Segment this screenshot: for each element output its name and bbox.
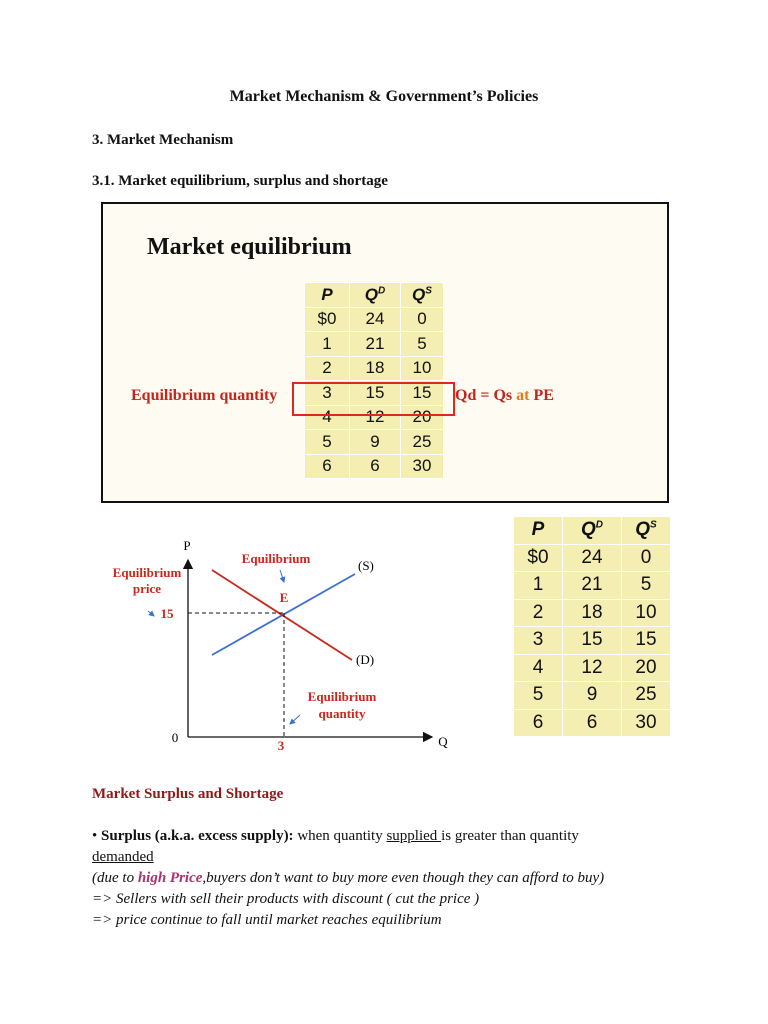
- cell-qs: 30: [401, 454, 444, 479]
- eq-qty-label-line2: quantity: [318, 706, 366, 721]
- cell-qd: 24: [563, 544, 622, 572]
- cell-qd: 21: [350, 332, 401, 357]
- table-row: [305, 332, 444, 357]
- table-header-row: [514, 517, 671, 545]
- cell-qd: 6: [350, 454, 401, 479]
- cell-price: 2: [305, 356, 350, 381]
- table-header-row: [305, 283, 444, 308]
- cell-qs: 5: [401, 332, 444, 357]
- table-row: [514, 627, 671, 655]
- cell-price: 3: [305, 381, 350, 406]
- cell-qd: 9: [350, 430, 401, 455]
- point-e-label: E: [279, 590, 289, 605]
- surplus-reason: (due to high Price,buyers don’t want to buy more even though they can afford to buy): [92, 870, 605, 886]
- cell-qs: 10: [401, 356, 444, 381]
- surplus-shortage-heading: Market Surplus and Shortage: [92, 786, 284, 802]
- cell-price: 6: [514, 709, 563, 737]
- table-row: [514, 572, 671, 600]
- cell-price: 4: [514, 654, 563, 682]
- subsection-heading: 3.1. Market equilibrium, surplus and shortage: [92, 173, 388, 189]
- p-axis-label: P: [183, 538, 191, 553]
- table-row: [305, 356, 444, 381]
- cell-qs: 20: [622, 654, 671, 682]
- cell-qd: 21: [563, 572, 622, 600]
- header-qs: $Q^S$: [401, 283, 444, 308]
- equilibrium-condition-note: Qd = Qs at PE: [455, 387, 554, 404]
- cell-qs: 5: [622, 572, 671, 600]
- cell-price: 1: [514, 572, 563, 600]
- table-row: [514, 544, 671, 572]
- cell-qs: 0: [622, 544, 671, 572]
- equilibrium-row-highlight: [292, 382, 455, 416]
- cell-qd: 15: [563, 627, 622, 655]
- cell-qd: 15: [350, 381, 401, 406]
- cell-price: 1: [305, 332, 350, 357]
- demand-curve: [212, 570, 352, 660]
- cell-qd: 18: [563, 599, 622, 627]
- equilibrium-quantity-label: Equilibrium quantity: [131, 387, 278, 404]
- cell-qs: 25: [401, 430, 444, 455]
- table-row: [514, 709, 671, 737]
- table-row: [305, 454, 444, 479]
- cell-qd: 24: [350, 307, 401, 332]
- eq-price-arrow: [148, 611, 154, 616]
- cell-price: 5: [305, 430, 350, 455]
- eq-price-label-line2: price: [132, 581, 162, 596]
- header-p: P: [514, 517, 563, 545]
- surplus-definition: • Surplus (a.k.a. excess supply): when quantity supplied is greater than quantity: [92, 828, 579, 844]
- supply-demand-graph: [100, 530, 460, 765]
- demand-label: (D): [356, 652, 375, 667]
- surplus-consequence-2: => price continue to fall until market reaches equilibrium: [92, 912, 442, 928]
- table-row: [305, 307, 444, 332]
- cell-qd: 18: [350, 356, 401, 381]
- header-qd: $Q^D$: [350, 283, 401, 308]
- schedule-table: [513, 516, 671, 737]
- eq-qty-value: 3: [277, 738, 285, 753]
- cell-price: 5: [514, 682, 563, 710]
- section-heading: 3. Market Mechanism: [92, 132, 234, 148]
- surplus-paragraph: [92, 826, 692, 931]
- cell-price: 2: [514, 599, 563, 627]
- cell-qs: 25: [622, 682, 671, 710]
- cell-qd: 12: [350, 405, 401, 430]
- origin-label: 0: [171, 730, 179, 745]
- table-row: [514, 599, 671, 627]
- table-row: [514, 682, 671, 710]
- equilibrium-arrow: [280, 570, 284, 582]
- cell-qs: 10: [622, 599, 671, 627]
- cell-price: $0: [305, 307, 350, 332]
- document-title: Market Mechanism & Government’s Policies: [229, 88, 539, 105]
- cell-qs: 30: [622, 709, 671, 737]
- header-qs: $Q^S$: [622, 517, 671, 545]
- cell-qd: 6: [563, 709, 622, 737]
- market-equilibrium-figure: [101, 202, 669, 503]
- header-qd: $Q^D$: [563, 517, 622, 545]
- surplus-definition-cont: demanded: [92, 849, 154, 865]
- table-row: [514, 654, 671, 682]
- cell-price: 3: [514, 627, 563, 655]
- cell-qd: 9: [563, 682, 622, 710]
- cell-qd: 12: [563, 654, 622, 682]
- cell-price: 4: [305, 405, 350, 430]
- cell-price: $0: [514, 544, 563, 572]
- eq-price-label-line1: Equilibrium: [112, 565, 182, 580]
- eq-qty-label-line1: Equilibrium: [307, 689, 377, 704]
- cell-qs: 20: [401, 405, 444, 430]
- cell-qs: 15: [622, 627, 671, 655]
- header-p: P: [305, 283, 350, 308]
- cell-price: 6: [305, 454, 350, 479]
- eq-qty-arrow: [290, 715, 300, 724]
- surplus-consequence-1: => Sellers with sell their products with discount ( cut the price ): [92, 891, 480, 907]
- figure-title: Market equilibrium: [147, 234, 352, 260]
- equilibrium-table: [304, 282, 444, 479]
- supply-label: (S): [358, 558, 374, 573]
- equilibrium-label: Equilibrium: [241, 551, 311, 566]
- q-axis-label: Q: [438, 734, 448, 749]
- eq-price-value: 15: [160, 606, 174, 621]
- cell-qs: 15: [401, 381, 444, 406]
- table-row: [305, 430, 444, 455]
- cell-qs: 0: [401, 307, 444, 332]
